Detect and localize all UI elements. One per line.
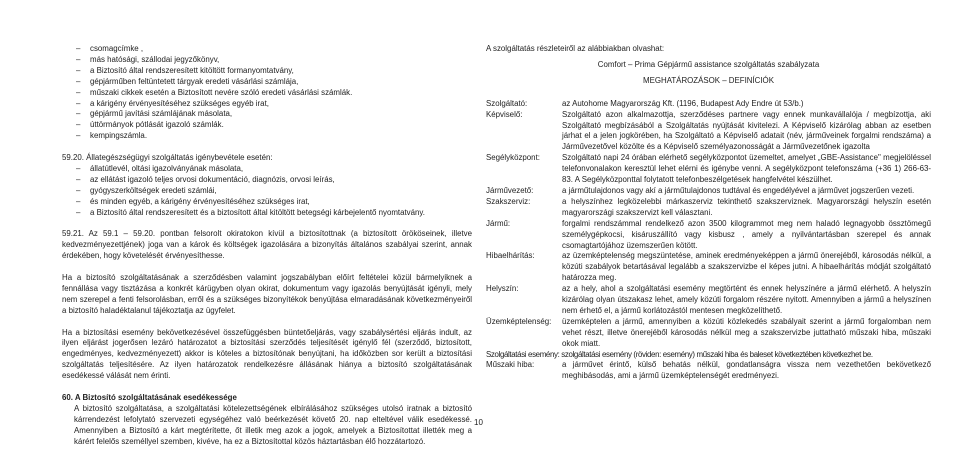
definition-text: Szolgáltató azon alkalmazottja, szerződéses partnere vagy ennek munkavállalója / megbízottja, aki Szolgáltató megbízásából a Szolgáltatás nyújtását kivitelezi. A Képviselő kizárólag abban az esetben járhat el a jelen jogkörében, ha Szolgáltató a Képviselő adatait (név, járműveinek forgalmi rendszáma) a Járművezetővel közölte és a Képviselő személyazonosságát a Járművezetőnek igazolta [562, 109, 931, 152]
definition-term: Szakszerviz: [486, 196, 531, 206]
list-item: – csomagcímke , [76, 44, 144, 53]
list-item: – gépjárműben feltüntetett tárgyak eredeti vásárlási számlája, [76, 76, 299, 86]
list-item: – a Biztosító által rendszeresített és a biztosított által kitöltött betegségi kárbejelentő nyomtatvány. [76, 207, 425, 217]
definition-row [486, 360, 931, 382]
section-60-text: A biztosító szolgáltatása, a szolgáltatási kötelezettségének elbírálásához szükséges utolsó iratnak a biztosító kárrendezést lefolytató szervezeti egységéhez való beérkezését követő 20. nap elteltével válik esedékessé. Amennyiben a Biztosító a kárt megtérítette, őt illetik meg azok a jogok, amelyek a Biztosítottat illették meg a kárért felelős személlyel szemben, kivéve, ha ez a Biztosítottal közös háztartásban élő hozzátartozó. [74, 403, 472, 446]
definition-row [486, 186, 931, 197]
definition-row [486, 284, 931, 317]
definition-term: Szolgáltató: [486, 98, 528, 108]
section-59-20-intro: 59.20. Állategészségügyi szolgáltatás igénybevétele esetén: [62, 153, 273, 163]
dash-list-veterinary-documents [62, 164, 472, 219]
intro-text: A szolgáltatás részleteiről az alábbiakban olvashat: [486, 44, 665, 53]
definitions-subtitle: MEGHATÁROZÁSOK – DEFINÍCIÓK [643, 75, 774, 85]
paragraph-59-21: 59.21. Az 59.1 – 59.20. pontban felsorolt okiratokon kívül a biztosítottnak (a biztosított örököseinek, illetve kedvezményezettjének) joga van a károk és költségek igazolására a bizonyítás általános szabályai szerint, annak érdekében, hogy követelését érvényesíthesse. [62, 229, 472, 261]
list-item: – és minden egyéb, a kárigény érvényesítéséhez szükséges irat, [76, 196, 310, 206]
list-item: – állatútlevél, oltási igazolványának másolata, [76, 163, 244, 173]
right-column [486, 0, 931, 382]
definition-row [486, 317, 931, 350]
definition-term: Műszaki hiba: [486, 360, 535, 370]
definition-text: az üzemképtelenség megszüntetése, aminek eredményeképpen a jármű önerejéből, károsodás nélkül, a közúti szabályok betartásával legalább a szakszervizbe el képes jutni. A hibaelhárítás módját szolgáltató határozza meg. [562, 251, 931, 283]
definition-text: a járműtulajdonos vagy akí a járműtulajdonos tudtával és engedélyével a járművet jogszerűen vezeti. [562, 185, 915, 195]
dash-list-claim-documents [62, 44, 472, 142]
definition-term: Hibaelhárítás: [486, 251, 535, 261]
definition-text: az Autohome Magyarország Kft. (1196, Budapest Ady Endre út 53/b.) [562, 98, 804, 108]
definition-row [486, 251, 931, 284]
list-item: – a Biztosító által rendszeresített kitöltött formanyomtatvány, [76, 65, 294, 75]
page-number: 10 [474, 418, 483, 427]
section-60-heading: 60. A Biztosító szolgáltatásának esedékessége [62, 392, 237, 402]
definition-row [486, 219, 931, 252]
list-item: – kempingszámla. [76, 131, 148, 141]
definition-row [486, 197, 931, 219]
definition-term: Képviselő: [486, 109, 523, 119]
paragraph-criminal-proceedings: Ha a biztosítási esemény bekövetkezésével összefüggésben büntetőeljárás, vagy szabálysértési eljárás indult, az ilyen eljárást jogerősen lezáró határozatot a biztosítási szerződés teljesítését igénylő fél (szerződő, biztosított, engedményes, kedvezményezett) akkor is köteles a biztosítónak benyújtani, ha időközben sor került a biztosítási szolgáltatás teljesítésére. Az ilyen határozatok rendelkezésre állásának hiánya a biztosító szolgáltatásának esedékessé válását nem érinti. [62, 327, 472, 381]
list-item: – a kárigény érvényesítéséhez szükséges egyéb irat, [76, 98, 269, 108]
definition-row [486, 350, 931, 361]
list-item: – úttörmányok pótlását igazoló számlák. [76, 120, 224, 130]
definition-text: Szolgáltató napi 24 órában elérhető segélyközpontot üzemeltet, amelyet „GBE-Assistance" megjelöléssel telefonvonalakon keresztül lehet elérni és igénybe venni. A segélyközpont telefonszáma (+36 1) 266-63-83. A Segélyközponttal folytatott telefonbeszélgetések hangfelvétel készülhet. [562, 153, 931, 185]
definition-term: Szolgáltatási esemény: [486, 349, 560, 359]
definition-text: az a hely, ahol a szolgáltatási esemény megtörtént és ennek helyszínére a jármű elérhető. A helyszín kizárólag olyan útszakasz lehet, amely közúti forgalom részére nyitott. Amennyiben a jármű a helyszínen nem érhető el, a jármű korlátozástól mentesen megközelíthető. [562, 284, 931, 315]
definition-term: Jármű: [486, 218, 511, 228]
list-item: – műszaki cikkek esetén a Biztosított nevére szóló eredeti vásárlási számlák. [76, 87, 353, 97]
definition-text: a helyszínhez legközelebbi márkaszerviz tekinthető szakszerviznek. Magyarországi helyszín esetén magyarországi szakszervizt kell választani. [562, 196, 931, 217]
definition-term: Helyszín: [486, 284, 519, 294]
definition-row [486, 110, 931, 154]
definitions-list [486, 99, 931, 383]
list-item: – az ellátást igazoló teljes orvosi dokumentáció, diagnózis, orvosi leírás, [76, 174, 335, 184]
definition-text: üzemképtelen a jármű, amennyiben a közúti közlekedés szabályait szerint a jármű forgalomban nem vehet részt, illetve önerejéből károsodás nélkül meg a szakszervizbe juttatható műszaki hiba, műszaki okok miatt. [562, 316, 931, 348]
definition-term: Járművezető: [486, 185, 534, 195]
list-item: – más hatósági, szállodai jegyzőkönyv, [76, 54, 220, 64]
document-title: Comfort – Prima Gépjármű assistance szolgáltatás szabályzata [597, 59, 820, 69]
definition-text: a járművet érintő, külső behatás nélkül, gondatlanságra vissza nem vezethetően bekövetkező meghibásodás, ami a jármű üzemképtelenségét eredményezi. [562, 360, 931, 381]
definition-text: szolgáltatási esemény (röviden: esemény) műszaki hiba és baleset következtében következhet be. [561, 349, 873, 359]
definition-text: forgalmi rendszámmal rendelkező azon 3500 kilogrammot meg nem haladó legnagyobb össztömegű személygépkocsi, kisáruszállító vagy kisbusz , amely a nyilvántartásban szerepel és annak csomagtartójához üzemszerűen kötött. [562, 218, 931, 250]
paragraph-additional-documents: Ha a biztosító szolgáltatásának a szerződésben valamint jogszabályban előírt feltételei közül bármelyiknek a fennállása vagy tisztázása a konkrét kárügyben olyan okirat, dokumentum vagy igazolás benyújtását igényli, mely nem szerepel a fenti felsorolásban, erről és a szükséges bizonyítékok benyújtása elmaradásának következményeiről a biztosító haladéktalanul tájékoztatja az ügyfelet. [62, 272, 472, 315]
list-item: – gépjármű javítási számlájának másolata, [76, 109, 233, 119]
left-column [62, 0, 472, 447]
definition-term: Üzemképtelenség: [486, 316, 552, 326]
definition-row [486, 99, 931, 110]
definition-row [486, 153, 931, 186]
definition-term: Segélyközpont: [486, 153, 540, 163]
list-item: – gyógyszerköltségek eredeti számlái, [76, 185, 217, 195]
